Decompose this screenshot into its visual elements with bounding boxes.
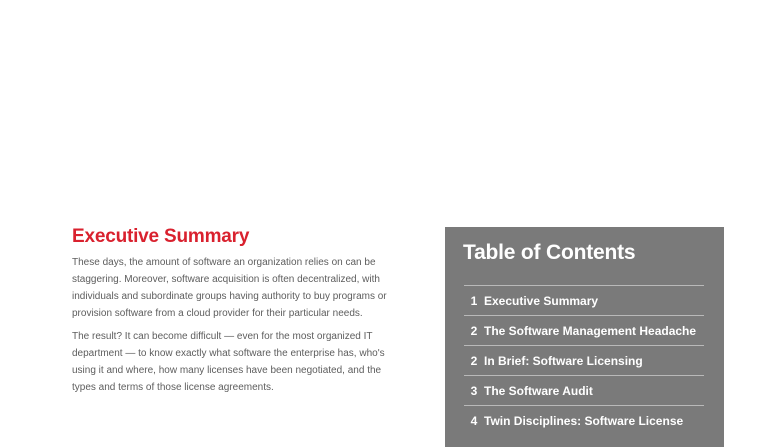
toc-page-number: 3: [470, 383, 478, 398]
toc-item-label: Twin Disciplines: Software License: [484, 413, 684, 428]
toc-item-software-management-headache[interactable]: [464, 315, 704, 345]
toc-page-number: 1: [470, 293, 478, 308]
executive-summary-heading: Executive Summary: [72, 226, 250, 247]
toc-item-label: Executive Summary: [484, 293, 599, 308]
toc-page-number: 2: [470, 323, 478, 338]
toc-title: Table of Contents: [463, 241, 636, 264]
toc-item-twin-disciplines[interactable]: [464, 405, 704, 435]
toc-item-label: The Software Management Headache: [484, 323, 697, 338]
toc-item-executive-summary[interactable]: [464, 285, 704, 315]
toc-item-software-audit[interactable]: [464, 375, 704, 405]
toc-item-label: The Software Audit: [484, 383, 593, 398]
table-of-contents-box: [445, 227, 724, 447]
toc-page-number: 4: [470, 413, 478, 428]
summary-paragraph: These days, the amount of software an organization relies on can be staggering. Moreover, software acquisition is often decentralized, with individuals and subordinate groups having authority to buy programs or provision software from a cloud provider for their particular needs.: [72, 257, 387, 319]
toc-page-number: 2: [470, 353, 478, 368]
toc-item-label: In Brief: Software Licensing: [484, 353, 643, 368]
toc-list: [464, 285, 704, 435]
executive-summary-section: [72, 226, 390, 402]
toc-item-software-licensing[interactable]: [464, 345, 704, 375]
summary-paragraph: The result? It can become difficult — even for the most organized IT department — to know exactly what software the enterprise has, who's using it and where, how many licenses have been negotiated, and the types and terms of those license agreements.: [72, 331, 385, 393]
